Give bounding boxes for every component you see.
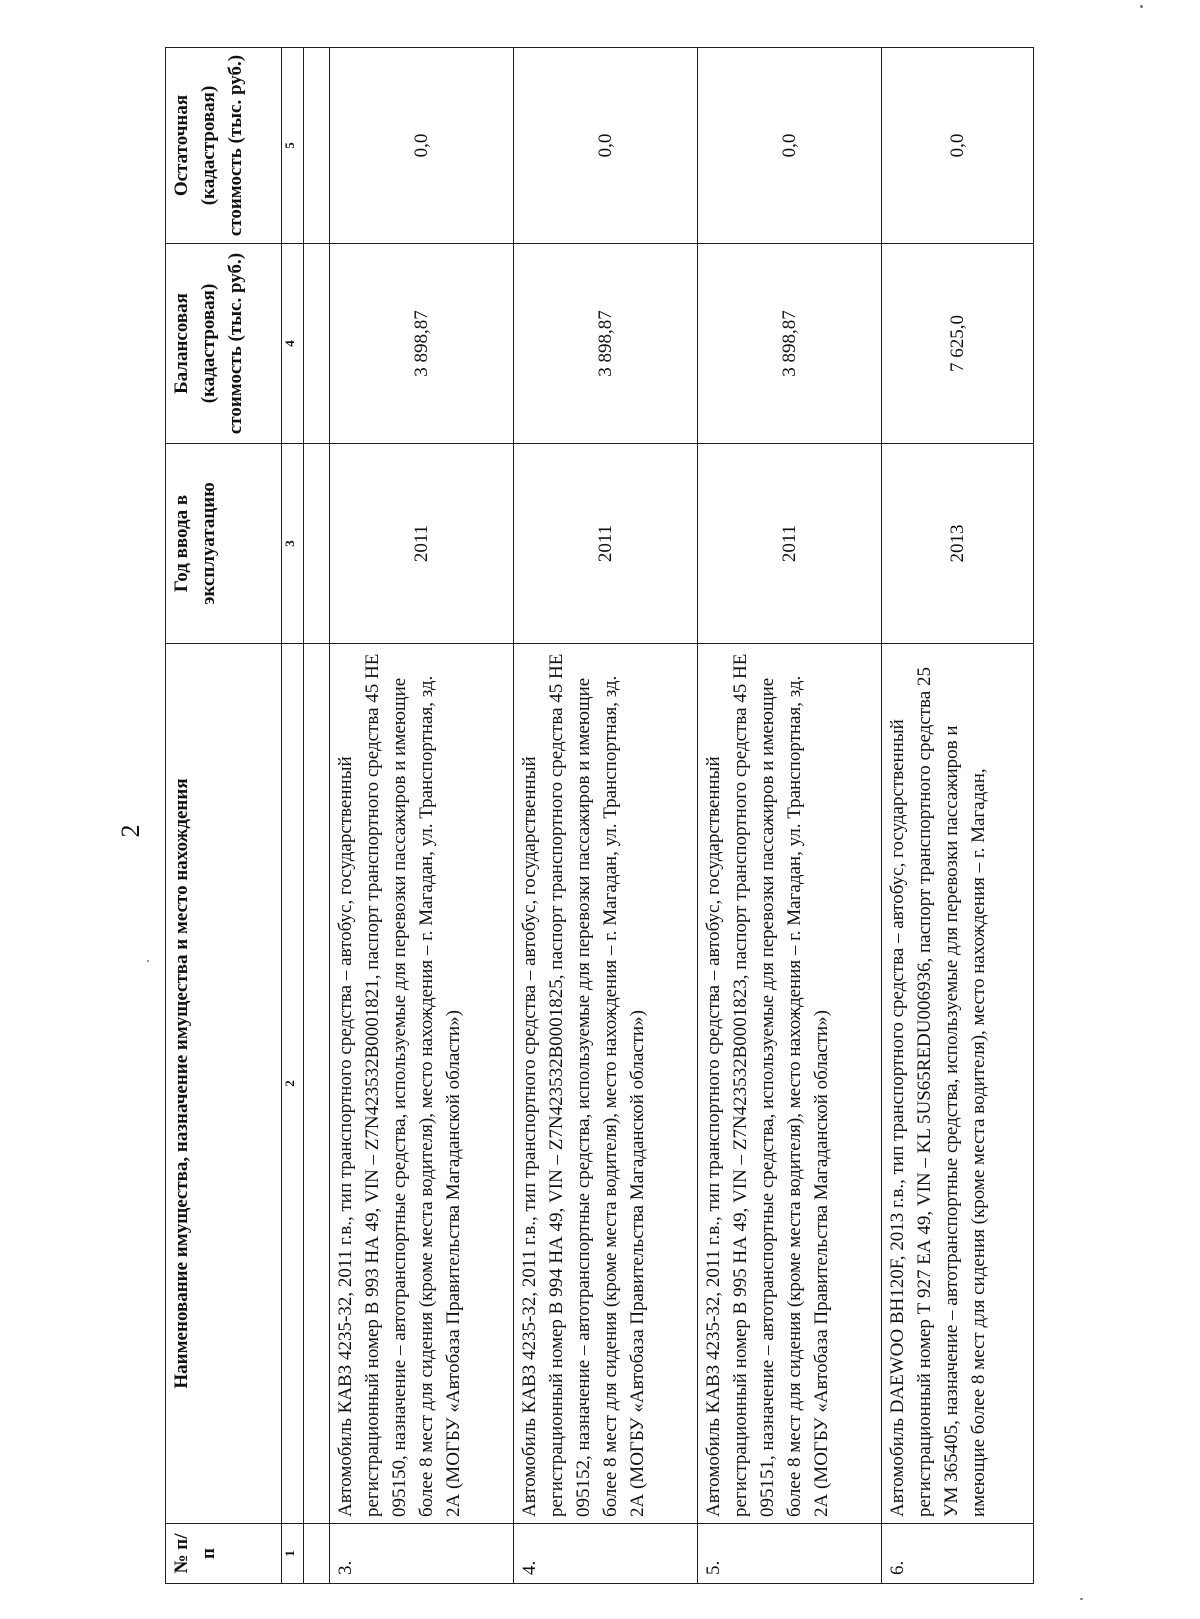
row-balance-cost: 7 625,0: [882, 244, 1034, 444]
column-index: 2: [282, 644, 304, 1524]
scan-speck: [1080, 1598, 1083, 1600]
row-balance-cost: 3 898,87: [514, 244, 698, 444]
table-header-row: [166, 48, 282, 1584]
row-year: 2011: [698, 444, 882, 644]
table-row: [698, 48, 882, 1584]
row-year: 2011: [330, 444, 514, 644]
property-table: [165, 47, 1034, 1584]
row-residual-cost: 0,0: [330, 48, 514, 244]
scan-speck: [1140, 5, 1143, 8]
header-balance-cost: Балансовая (кадастровая) стоимость (тыс. руб.): [166, 244, 282, 444]
header-residual-cost: Остаточная (кадастровая) стоимость (тыс. руб.): [166, 48, 282, 244]
header-year: Год ввода в эксплуатацию: [166, 444, 282, 644]
row-number: 5.: [698, 1524, 882, 1584]
row-description: Автомобиль КАВЗ 4235-32, 2011 г.в., тип транспортного средства – автобус, государственный регистрационный номер В 995 НА 49, VIN – Z7N423532B0001823, паспорт транспортного средства 45 НЕ 095151, назначение – автотранспортные средства, используемые для перевозки пассажиров и имеющие более 8 мест для сидения (кроме места водителя), место нахождения – г. Магадан, ул. Транспортная, зд. 2А (МОГБУ «Автобаза Правительства Магаданской области»): [698, 644, 882, 1524]
row-number: 6.: [882, 1524, 1034, 1584]
column-index: 4: [282, 244, 304, 444]
row-number: 3.: [330, 1524, 514, 1584]
table-row: [330, 48, 514, 1584]
row-balance-cost: 3 898,87: [330, 244, 514, 444]
page-number: 2: [116, 824, 145, 838]
column-index: 3: [282, 444, 304, 644]
row-description: Автомобиль DAEWOO BH120F, 2013 г.в., тип транспортного средства – автобус, государственный регистрационный номер Т 927 ЕА 49, VIN – KL 5US65REDU006936, паспорт транспортного средства 25 УМ 365405, назначение – автотранспортные средства, используемые для перевозки пассажиров и имеющие более 8 мест для сидения (кроме места водителя), место нахождения – г. Магадан,: [882, 644, 1034, 1524]
column-index: 1: [282, 1524, 304, 1584]
row-year: 2013: [882, 444, 1034, 644]
column-index-row: [282, 48, 304, 1584]
table-row: [882, 48, 1034, 1584]
table-row: [514, 48, 698, 1584]
header-number: № п/п: [166, 1524, 282, 1584]
row-number: 4.: [514, 1524, 698, 1584]
row-year: 2011: [514, 444, 698, 644]
row-residual-cost: 0,0: [882, 48, 1034, 244]
column-index: 5: [282, 48, 304, 244]
row-description: Автомобиль КАВЗ 4235-32, 2011 г.в., тип транспортного средства – автобус, государственный регистрационный номер В 993 НА 49, VIN – Z7N423532B0001821, паспорт транспортного средства 45 НЕ 095150, назначение – автотранспортные средства, используемые для перевозки пассажиров и имеющие более 8 мест для сидения (кроме места водителя), место нахождения – г. Магадан, ул. Транспортная, зд. 2А (МОГБУ «Автобаза Правительства Магаданской области»): [330, 644, 514, 1524]
row-residual-cost: 0,0: [514, 48, 698, 244]
row-description: Автомобиль КАВЗ 4235-32, 2011 г.в., тип транспортного средства – автобус, государственный регистрационный номер В 994 НА 49, VIN – Z7N423532B0001825, паспорт транспортного средства 45 НЕ 095152, назначение – автотранспортные средства, используемые для перевозки пассажиров и имеющие более 8 мест для сидения (кроме места водителя), место нахождения – г. Магадан, ул. Транспортная, зд. 2А (МОГБУ «Автобаза Правительства Магаданской области»): [514, 644, 698, 1524]
header-name: Наименование имущества, назначение имущества и место нахождения: [166, 644, 282, 1524]
property-table-rotated: [165, 48, 1024, 1584]
row-residual-cost: 0,0: [698, 48, 882, 244]
empty-row: [304, 48, 330, 1584]
scan-speck: [147, 960, 149, 962]
row-balance-cost: 3 898,87: [698, 244, 882, 444]
